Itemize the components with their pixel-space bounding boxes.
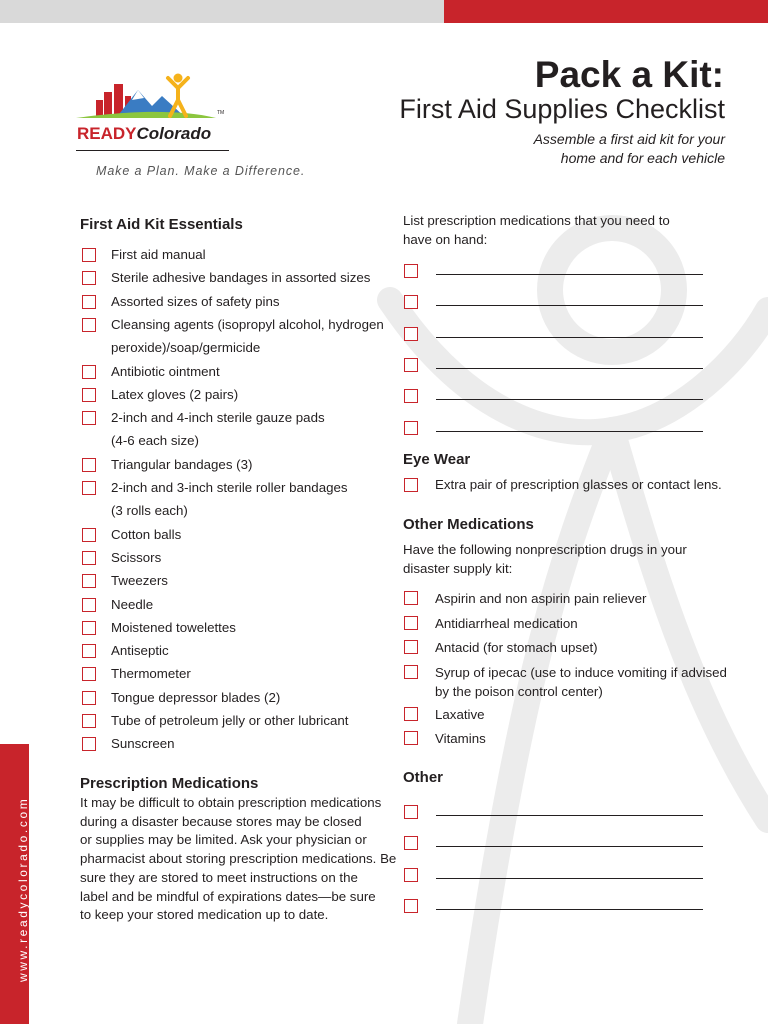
checkbox[interactable] (82, 481, 96, 495)
checklist-item-label: Antacid (for stomach upset) (435, 640, 598, 655)
checklist-item-label: 2-inch and 4-inch sterile gauze pads (111, 410, 325, 426)
checklist-item-label: Scissors (111, 549, 162, 565)
other-medications-heading: Other Medications (403, 516, 534, 533)
blank-line[interactable] (436, 305, 703, 306)
checkbox[interactable] (82, 458, 96, 472)
checkbox[interactable] (82, 528, 96, 542)
other-heading: Other (403, 769, 444, 786)
essentials-heading: First Aid Kit Essentials (80, 216, 243, 233)
paragraph-line: during a disaster because stores may be closed (80, 813, 362, 829)
intro-line: have on hand: (403, 232, 488, 247)
eye-wear-heading: Eye Wear (403, 451, 471, 468)
top-bar-red (444, 0, 768, 23)
checkbox[interactable] (82, 644, 96, 658)
checkbox[interactable] (82, 411, 96, 425)
checklist-item-label: Laxative (435, 706, 485, 722)
checkbox[interactable] (82, 691, 96, 705)
checklist-item-label: Latex gloves (2 pairs) (111, 386, 239, 402)
intro-line: disaster supply kit: (403, 561, 513, 576)
checkbox[interactable] (404, 665, 418, 679)
checkbox[interactable] (82, 714, 96, 728)
checklist-item-label-continued: by the poison control center) (435, 683, 603, 699)
blank-line[interactable] (436, 815, 703, 816)
tagline: Make a Plan. Make a Difference. (96, 164, 306, 178)
paragraph-line: sure they are stored to meet instructions on the (80, 869, 358, 885)
checkbox[interactable] (404, 358, 418, 372)
checklist-item-label: 2-inch and 3-inch sterile roller bandages (111, 480, 348, 495)
blank-line[interactable] (436, 368, 703, 369)
page-intro (425, 130, 725, 168)
checklist-item-label: Sunscreen (111, 736, 175, 752)
sidebar-url: www.readycolorado.com (16, 796, 30, 982)
blank-line[interactable] (436, 337, 703, 338)
logo-colorado-text: Colorado (136, 124, 212, 143)
checklist-item-label: Tongue depressor blades (2) (111, 689, 281, 705)
checklist-item-label: Antidiarrheal medication (435, 615, 578, 631)
blank-line[interactable] (436, 399, 703, 400)
blank-line[interactable] (436, 846, 703, 847)
checkbox[interactable] (404, 805, 418, 819)
checkbox[interactable] (82, 248, 96, 262)
checklist-item-label: Cotton balls (111, 526, 182, 542)
checkbox[interactable] (82, 598, 96, 612)
checkbox[interactable] (82, 388, 96, 402)
checklist-item-label-continued: (3 rolls each) (111, 503, 188, 519)
checklist-item-label-continued: (4-6 each size) (111, 433, 199, 449)
checklist-item-label: Needle (111, 596, 154, 612)
checkbox[interactable] (404, 640, 418, 654)
intro-line: Assemble a first aid kit for your (533, 131, 725, 147)
checkbox[interactable] (404, 707, 418, 721)
checklist-item-label: First aid manual (111, 247, 206, 262)
page-subtitle: First Aid Supplies Checklist (399, 94, 725, 124)
prescription-list-intro (403, 211, 670, 249)
checklist-item-label: Antiseptic (111, 643, 169, 659)
blank-line[interactable] (436, 274, 703, 275)
paragraph-line: to keep your stored medication up to date. (80, 907, 329, 923)
checklist-item-label: Sterile adhesive bandages in assorted sizes (111, 270, 371, 286)
checkbox[interactable] (82, 574, 96, 588)
logo-underline (76, 150, 229, 151)
checklist-item-label: Tweezers (111, 573, 168, 589)
intro-line: home and for each vehicle (560, 150, 725, 166)
checkbox[interactable] (404, 295, 418, 309)
logo-trademark: TM (217, 110, 225, 116)
checklist-item-label: Cleansing agents (isopropyl alcohol, hydrogen (111, 316, 384, 332)
checkbox[interactable] (404, 591, 418, 605)
blank-line[interactable] (436, 878, 703, 879)
checklist-item-label: Assorted sizes of safety pins (111, 293, 280, 309)
blank-line[interactable] (436, 909, 703, 910)
checkbox[interactable] (82, 551, 96, 565)
checklist-item-label: Thermometer (111, 666, 191, 682)
checklist-item-label: Triangular bandages (3) (111, 456, 253, 472)
checklist-item-label: Tube of petroleum jelly or other lubricant (111, 713, 349, 728)
paragraph-line: or supplies may be limited. Ask your physician or (80, 832, 367, 848)
checkbox[interactable] (82, 318, 96, 332)
checklist-item-label: Antibiotic ointment (111, 363, 220, 379)
checklist-item-label: Aspirin and non aspirin pain reliever (435, 591, 647, 606)
prescription-heading: Prescription Medications (80, 775, 259, 792)
intro-line: List prescription medications that you need to (403, 213, 670, 228)
checkbox[interactable] (404, 836, 418, 850)
top-bar-gray (0, 0, 444, 23)
checkbox[interactable] (82, 737, 96, 751)
page-title: Pack a Kit: (534, 54, 724, 95)
checkbox[interactable] (404, 478, 418, 492)
checkbox[interactable] (404, 421, 418, 435)
checkbox[interactable] (404, 899, 418, 913)
checkbox[interactable] (404, 389, 418, 403)
checkbox[interactable] (82, 621, 96, 635)
blank-line[interactable] (436, 431, 703, 432)
paragraph-line: pharmacist about storing prescription medications. Be (80, 851, 397, 867)
checkbox[interactable] (404, 731, 418, 745)
checklist-item-label: Moistened towelettes (111, 619, 236, 635)
checklist-item-label: Vitamins (435, 731, 486, 746)
other-medications-intro (403, 540, 687, 578)
logo-ready-text: READY (77, 124, 137, 143)
checklist-item-label: Syrup of ipecac (use to induce vomiting if advised (435, 664, 727, 680)
checkbox[interactable] (404, 264, 418, 278)
checkbox[interactable] (82, 667, 96, 681)
checkbox[interactable] (82, 365, 96, 379)
logo-wordmark (77, 124, 211, 144)
checkbox[interactable] (404, 616, 418, 630)
checkbox[interactable] (82, 295, 96, 309)
checklist-item-label: Extra pair of prescription glasses or contact lens. (435, 477, 722, 492)
checkbox[interactable] (82, 271, 96, 285)
checklist-item-label-continued: peroxide)/soap/germicide (111, 340, 261, 356)
intro-line: Have the following nonprescription drugs in your (403, 542, 687, 557)
paragraph-line: It may be difficult to obtain prescription medications (80, 795, 382, 810)
checkbox[interactable] (404, 868, 418, 882)
checkbox[interactable] (404, 327, 418, 341)
paragraph-line: label and be mindful of expirations dates—be sure (80, 888, 376, 904)
